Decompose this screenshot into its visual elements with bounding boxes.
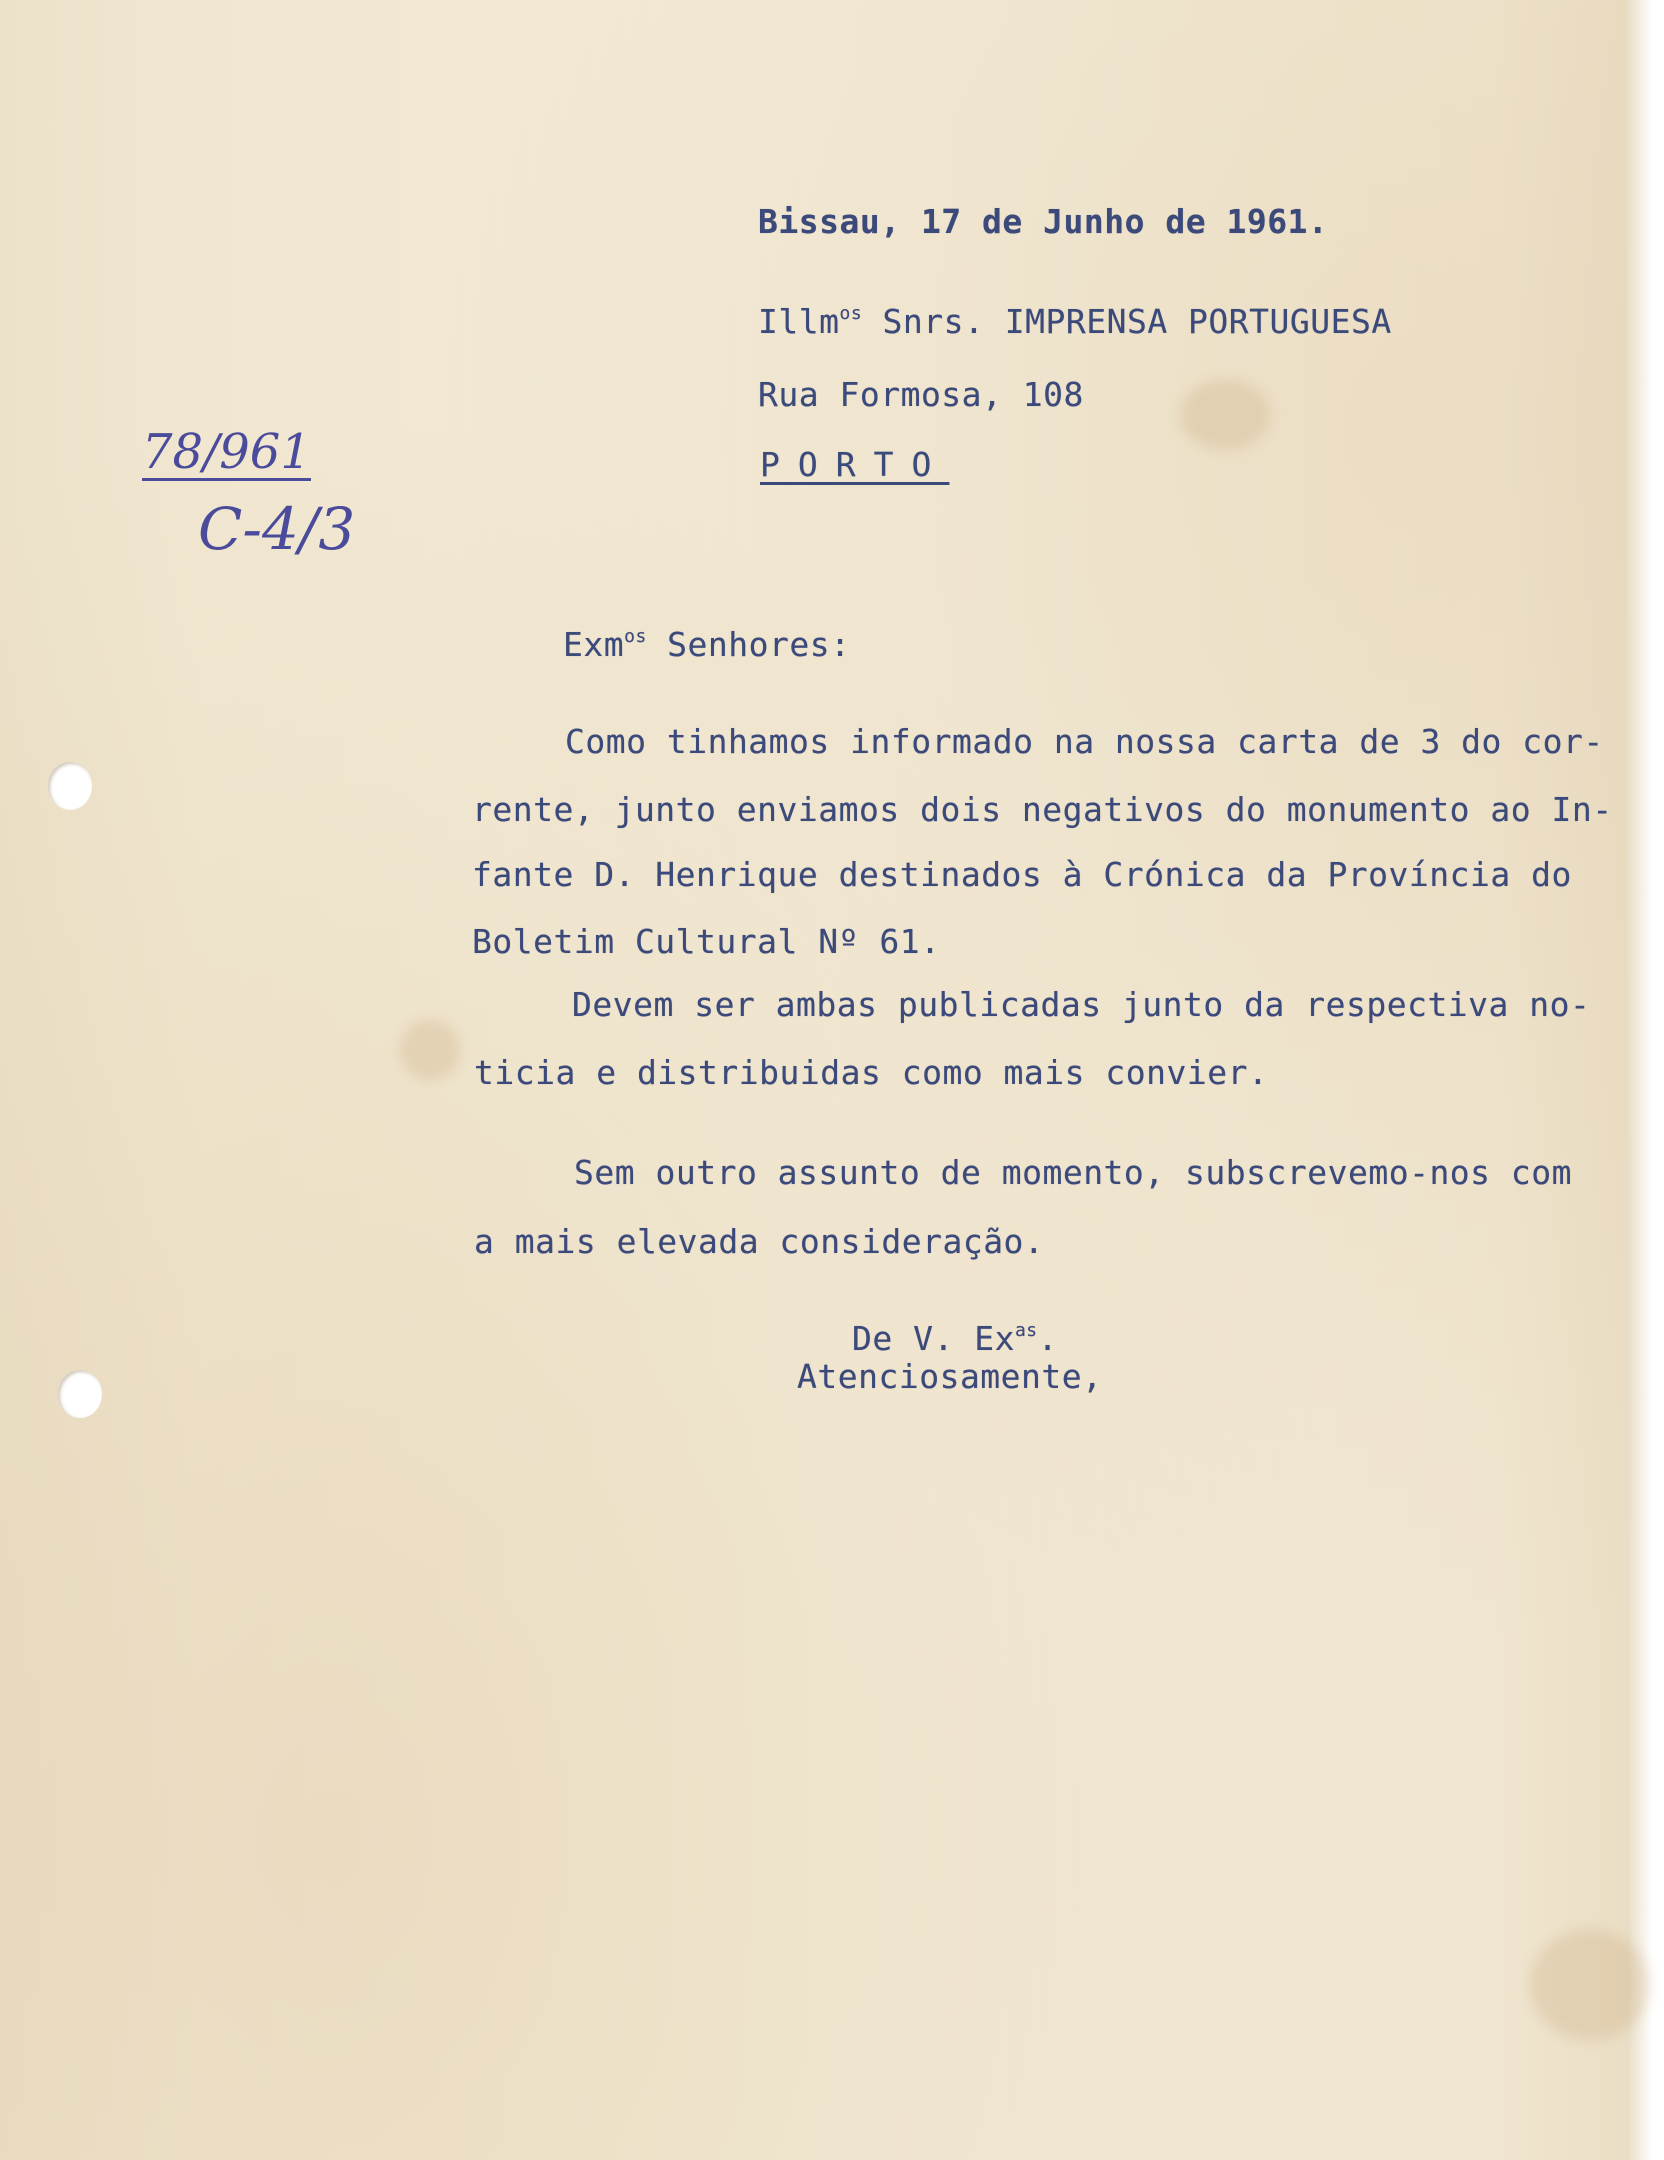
paper-stain xyxy=(1530,1930,1650,2040)
greeting-prefix: Exm xyxy=(563,625,625,664)
body-line: rente, junto enviamos dois negativos do monumento ao In- xyxy=(472,790,1613,829)
body-line: Boletim Cultural Nº 61. xyxy=(472,922,941,961)
body-line: ticia e distribuidas como mais convier. xyxy=(474,1053,1269,1092)
paper-stain xyxy=(1180,380,1270,450)
body-line: Como tinhamos informado na nossa carta de 3 do cor- xyxy=(565,722,1604,761)
closing-suffix: . xyxy=(1037,1319,1059,1358)
closing-prefix: De V. Ex xyxy=(852,1319,1015,1358)
handwritten-reference-number: 78/961 xyxy=(142,424,311,480)
punch-hole-top xyxy=(48,762,92,810)
greeting xyxy=(563,625,851,664)
body-line: a mais elevada consideração. xyxy=(474,1222,1045,1261)
recipient-street: Rua Formosa, 108 xyxy=(758,375,1084,414)
greeting-rest: Senhores: xyxy=(646,625,851,664)
greeting-sup: os xyxy=(624,626,647,647)
body-line: Sem outro assunto de momento, subscrevemo-nos com xyxy=(574,1153,1573,1192)
body-line: fante D. Henrique destinados à Crónica da Província do xyxy=(472,855,1572,894)
recipient-salutation-prefix: Illm xyxy=(758,302,840,341)
punch-hole-bottom xyxy=(58,1370,102,1418)
date-line: Bissau, 17 de Junho de 1961. xyxy=(758,202,1329,241)
body-line: Devem ser ambas publicadas junto da respectiva no- xyxy=(572,985,1591,1024)
recipient-salutation-sup: os xyxy=(839,303,863,324)
recipient-salutation xyxy=(758,302,1392,341)
closing-word: Atenciosamente, xyxy=(797,1357,1103,1396)
recipient-city: PORTO xyxy=(760,445,950,484)
closing-sup: as xyxy=(1014,1320,1038,1341)
paper-edge xyxy=(1626,0,1664,2160)
paper-stain xyxy=(400,1020,460,1080)
handwritten-reference-note: C-4/3 xyxy=(198,495,356,563)
recipient-name: Snrs. IMPRENSA PORTUGUESA xyxy=(862,302,1392,341)
closing-line xyxy=(852,1319,1059,1358)
